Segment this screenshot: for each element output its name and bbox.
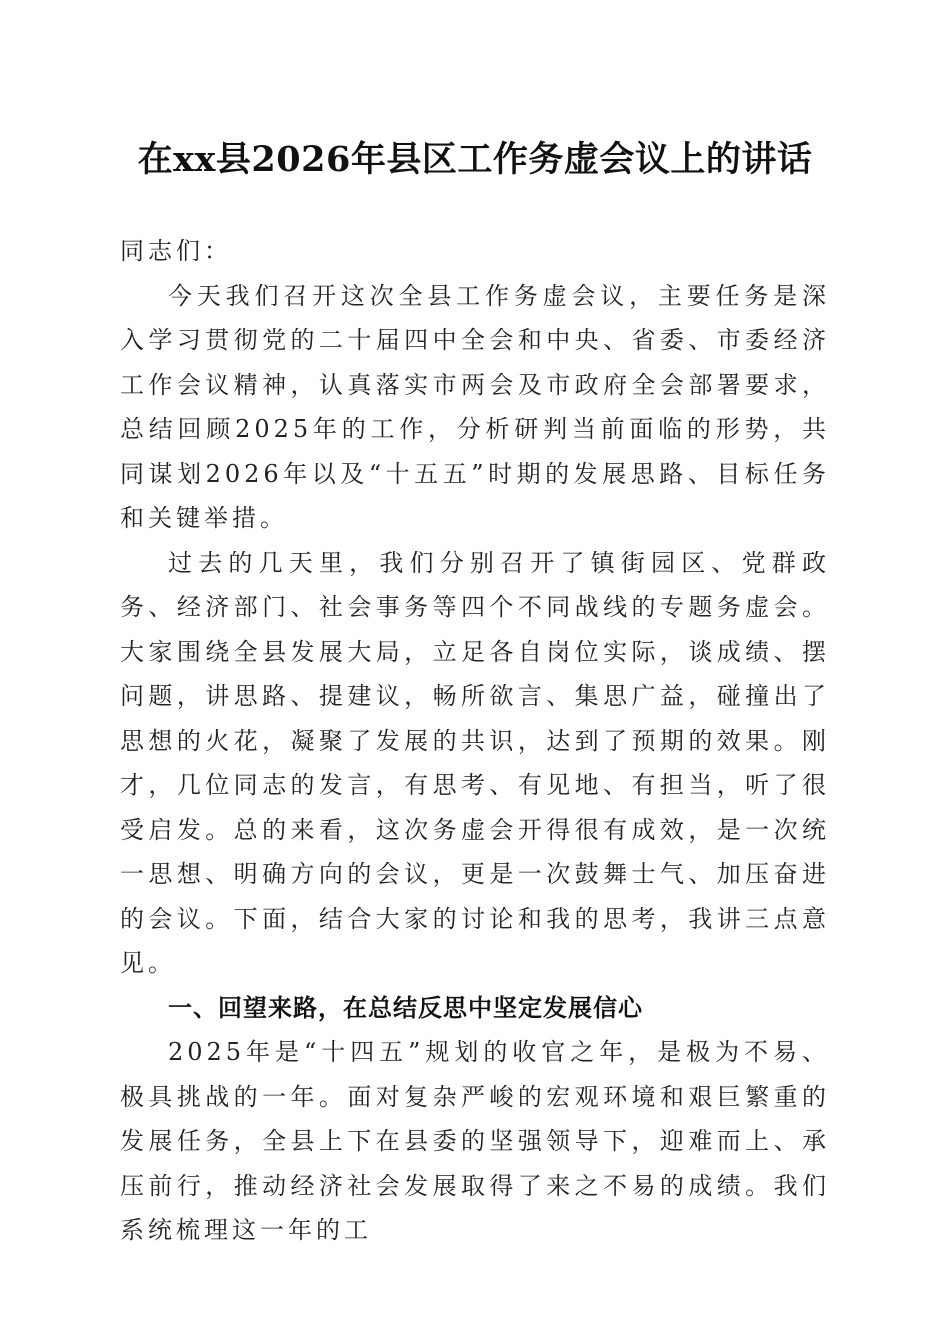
greeting: 同志们：	[120, 237, 232, 265]
intro-paragraph: 今天我们召开这次全县工作务虚会议，主要任务是深入学习贯彻党的二十届四中全会和中央、省委、市委经济工作会议精神，认真落实市两会及市政府全会部署要求，总结回顾2025年的工作，分析研判当前面临的形势，共同谋划2026年以及“十五五”时期的发展思路、目标任务和关键举措。	[120, 281, 830, 532]
section-paragraph: 2025年是“十四五”规划的收官之年，是极为不易、极具挑战的一年。面对复杂严峻的宏观环境和艰巨繁重的发展任务，全县上下在县委的坚强领导下，迎难而上、承压前行，推动经济社会发展取得了来之不易的成绩。我们系统梳理这一年的工	[120, 1038, 830, 1244]
document-title: 在xx县2026年县区工作务虚会议上的讲话	[137, 139, 813, 180]
section-heading: 一、回望来路，在总结反思中坚定发展信心	[168, 993, 643, 1022]
review-paragraph: 过去的几天里，我们分别召开了镇街园区、党群政务、经济部门、社会事务等四个不同战线的专题务虚会。大家围绕全县发展大局，立足各自岗位实际，谈成绩、摆问题，讲思路、提建议，畅所欲言、集思广益，碰撞出了思想的火花，凝聚了发展的共识，达到了预期的效果。刚才，几位同志的发言，有思考、有见地、有担当，听了很受启发。总的来看，这次务虚会开得很有成效，是一次统一思想、明确方向的会议，更是一次鼓舞士气、加压奋进的会议。下面，结合大家的讨论和我的思考，我讲三点意见。	[120, 548, 830, 977]
document-body	[120, 229, 830, 1253]
